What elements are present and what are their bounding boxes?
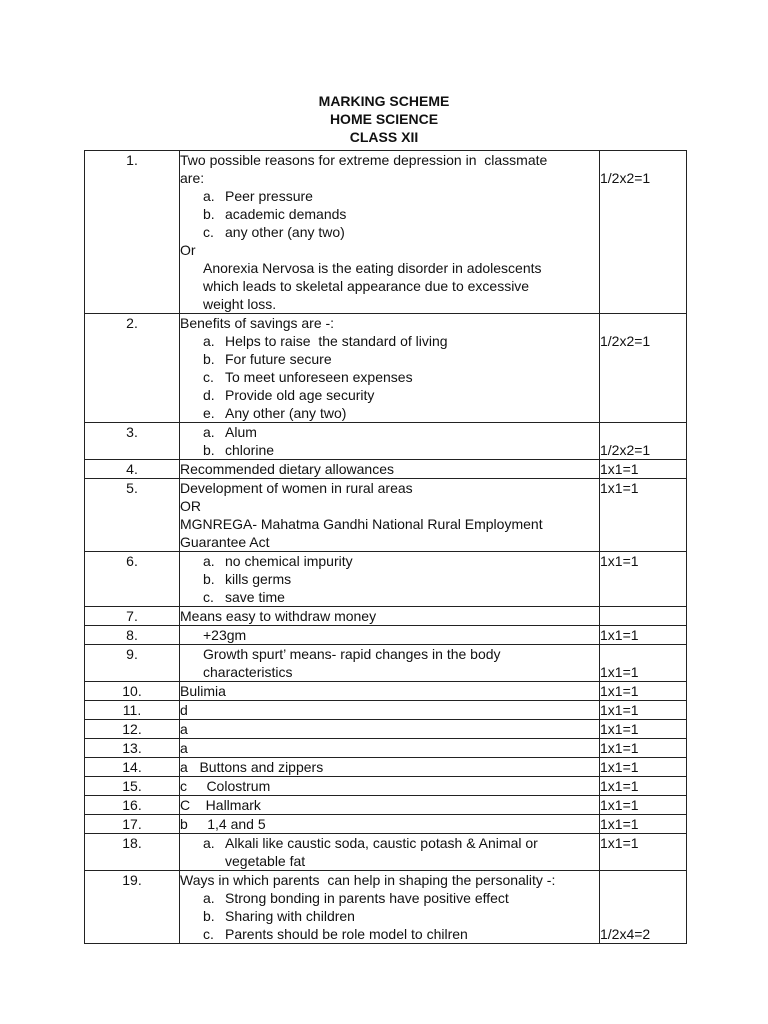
row-content (180, 645, 600, 682)
content-line (180, 570, 599, 588)
table-row (85, 777, 687, 796)
content-line (180, 907, 599, 925)
row-content (180, 626, 600, 645)
item-text: Any other (any two) (225, 405, 347, 421)
row-marks: 1x1=1 (600, 796, 687, 815)
table-row (85, 460, 687, 479)
content-line: Anorexia Nervosa is the eating disorder in adolescents (203, 260, 542, 276)
table-row (85, 701, 687, 720)
table-row (85, 796, 687, 815)
row-content (180, 151, 600, 314)
content-line: a Buttons and zippers (180, 759, 324, 775)
row-content (180, 460, 600, 479)
row-content (180, 758, 600, 777)
row-number: 15. (85, 777, 180, 796)
row-number: 14. (85, 758, 180, 777)
item-text: kills germs (225, 571, 292, 587)
row-content (180, 682, 600, 701)
content-line (180, 386, 599, 404)
table-row (85, 607, 687, 626)
row-marks: 1x1=1 (600, 777, 687, 796)
content-line (180, 332, 599, 350)
row-marks: 1x1=1 (600, 460, 687, 479)
row-marks (600, 607, 687, 626)
item-text: Parents should be role model to chilren (225, 926, 468, 942)
marking-scheme-body (85, 151, 687, 944)
content-line: b 1,4 and 5 (180, 816, 266, 832)
row-content (180, 739, 600, 758)
content-line (180, 925, 599, 943)
content-line (180, 834, 599, 852)
row-marks: 1x1=1 (600, 720, 687, 739)
content-line: weight loss. (203, 296, 277, 312)
item-text: For future secure (225, 351, 332, 367)
row-number: 5. (85, 479, 180, 552)
content-line: MGNREGA- Mahatma Gandhi National Rural Employment (180, 516, 543, 532)
table-row (85, 682, 687, 701)
item-label: a. (203, 333, 215, 349)
row-content (180, 607, 600, 626)
item-label: a. (203, 890, 215, 906)
row-marks: 1x1=1 (600, 815, 687, 834)
content-line: +23gm (203, 627, 247, 643)
row-number: 18. (85, 834, 180, 871)
row-content (180, 720, 600, 739)
row-marks: 1/2x2=1 (600, 423, 687, 460)
row-marks: 1x1=1 (600, 645, 687, 682)
table-row (85, 552, 687, 607)
content-line: Development of women in rural areas (180, 480, 413, 496)
row-number: 6. (85, 552, 180, 607)
row-marks: 1x1=1 (600, 682, 687, 701)
content-line: characteristics (203, 664, 293, 680)
content-line: vegetable fat (225, 853, 306, 869)
row-number: 19. (85, 871, 180, 944)
content-line (180, 552, 599, 570)
marking-scheme-table (84, 150, 687, 944)
row-content (180, 552, 600, 607)
item-text: chlorine (225, 442, 275, 458)
document-header (0, 92, 768, 146)
item-label: a. (203, 188, 215, 204)
table-row (85, 720, 687, 739)
content-line: Ways in which parents can help in shaping the personality -: (180, 872, 556, 888)
table-row (85, 815, 687, 834)
row-marks: 1/2x2=1 (600, 314, 687, 423)
item-text: Provide old age security (225, 387, 375, 403)
content-line: Bulimia (180, 683, 226, 699)
item-text: Alkali like caustic soda, caustic potash & Animal or (225, 835, 538, 851)
item-label: d. (203, 387, 215, 403)
row-content (180, 871, 600, 944)
header-subject: HOME SCIENCE (329, 111, 439, 127)
content-line (180, 368, 599, 386)
table-row (85, 479, 687, 552)
item-label: a. (203, 424, 215, 440)
item-label: b. (203, 442, 215, 458)
content-line: c Colostrum (180, 778, 271, 794)
item-label: a. (203, 835, 215, 851)
row-content (180, 796, 600, 815)
item-label: c. (203, 926, 214, 942)
table-row (85, 834, 687, 871)
row-marks: 1x1=1 (600, 626, 687, 645)
header-title: MARKING SCHEME (318, 93, 450, 109)
content-line (180, 205, 599, 223)
row-number: 16. (85, 796, 180, 815)
item-text: Alum (225, 424, 257, 440)
content-line: are: (180, 170, 205, 186)
item-text: Helps to raise the standard of living (225, 333, 448, 349)
row-content (180, 777, 600, 796)
item-text: Strong bonding in parents have positive effect (225, 890, 509, 906)
table-row (85, 758, 687, 777)
item-label: c. (203, 369, 214, 385)
table-row (85, 626, 687, 645)
item-label: b. (203, 908, 215, 924)
row-number: 11. (85, 701, 180, 720)
item-label: b. (203, 571, 215, 587)
row-number: 9. (85, 645, 180, 682)
content-line: Benefits of savings are -: (180, 315, 335, 331)
table-row (85, 423, 687, 460)
row-number: 1. (85, 151, 180, 314)
content-line (180, 404, 599, 422)
table-row (85, 151, 687, 314)
content-line: a (180, 721, 188, 737)
item-text: any other (any two) (225, 224, 345, 240)
content-line: d (180, 702, 188, 718)
row-marks: 1/2x4=2 (600, 871, 687, 944)
item-label: a. (203, 553, 215, 569)
item-text: save time (225, 589, 285, 605)
content-line: Two possible reasons for extreme depression in classmate (180, 152, 548, 168)
row-number: 4. (85, 460, 180, 479)
row-number: 2. (85, 314, 180, 423)
item-label: b. (203, 351, 215, 367)
table-row (85, 314, 687, 423)
item-label: c. (203, 589, 214, 605)
row-marks: 1x1=1 (600, 758, 687, 777)
content-line: which leads to skeletal appearance due to excessive (203, 278, 530, 294)
row-content (180, 834, 600, 871)
content-line (180, 588, 599, 606)
row-marks: 1x1=1 (600, 701, 687, 720)
content-line: Recommended dietary allowances (180, 461, 394, 477)
row-content (180, 314, 600, 423)
row-marks: 1x1=1 (600, 834, 687, 871)
row-number: 8. (85, 626, 180, 645)
content-line (180, 423, 599, 441)
content-line (180, 223, 599, 241)
row-number: 3. (85, 423, 180, 460)
item-label: b. (203, 206, 215, 222)
item-text: To meet unforeseen expenses (225, 369, 413, 385)
content-line: OR (180, 498, 201, 514)
row-number: 13. (85, 739, 180, 758)
row-content (180, 479, 600, 552)
table-row (85, 645, 687, 682)
row-marks: 1x1=1 (600, 479, 687, 552)
item-text: no chemical impurity (225, 553, 353, 569)
content-line: Guarantee Act (180, 534, 270, 550)
row-marks: 1/2x2=1 (600, 151, 687, 314)
item-label: e. (203, 405, 215, 421)
row-marks: 1x1=1 (600, 552, 687, 607)
content-line: Means easy to withdraw money (180, 608, 377, 624)
row-number: 10. (85, 682, 180, 701)
table-row (85, 739, 687, 758)
content-line: a (180, 740, 188, 756)
content-line: C Hallmark (180, 797, 261, 813)
row-content (180, 815, 600, 834)
row-content (180, 701, 600, 720)
content-line: Or (180, 242, 196, 258)
row-content (180, 423, 600, 460)
row-number: 12. (85, 720, 180, 739)
item-text: Sharing with children (225, 908, 355, 924)
row-number: 7. (85, 607, 180, 626)
header-class: CLASS XII (349, 129, 419, 145)
content-line: Growth spurt’ means- rapid changes in the body (203, 646, 501, 662)
table-row (85, 871, 687, 944)
item-text: Peer pressure (225, 188, 313, 204)
content-line (180, 187, 599, 205)
row-marks: 1x1=1 (600, 739, 687, 758)
item-label: c. (203, 224, 214, 240)
content-line (180, 350, 599, 368)
content-line (180, 441, 599, 459)
item-text: academic demands (225, 206, 347, 222)
row-number: 17. (85, 815, 180, 834)
content-line (180, 889, 599, 907)
